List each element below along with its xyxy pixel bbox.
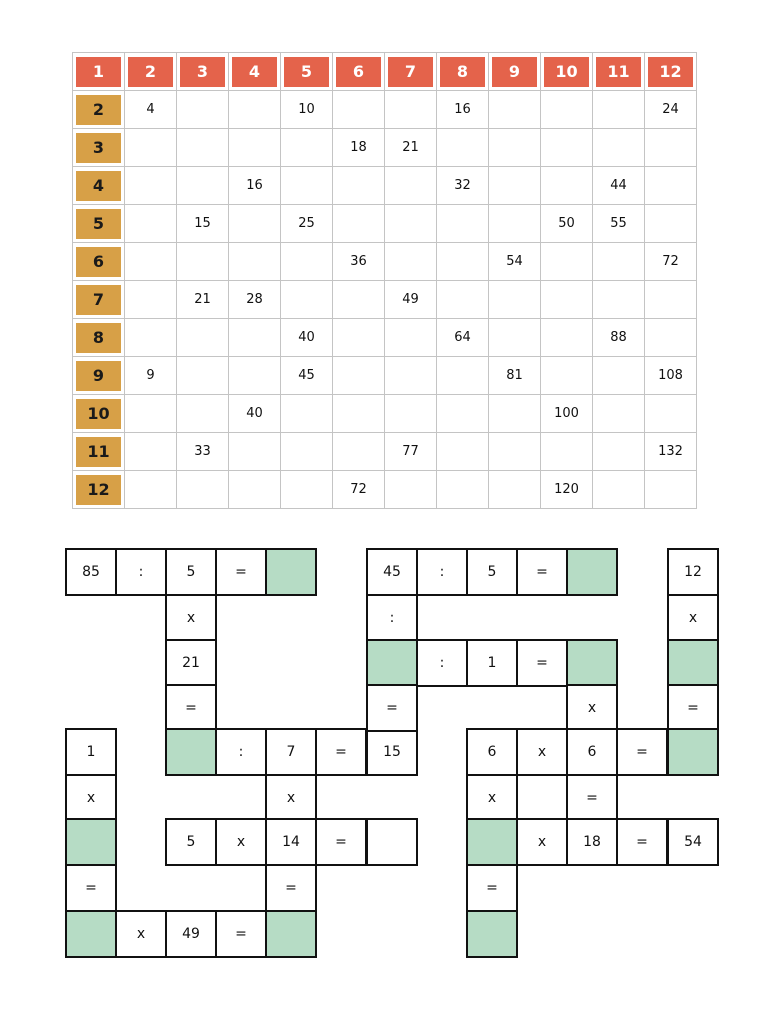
number-cell: 1: [466, 639, 518, 687]
table-cell[interactable]: [125, 205, 177, 243]
operator-cell: :: [416, 548, 468, 596]
table-cell[interactable]: [177, 167, 229, 205]
table-cell[interactable]: [333, 281, 385, 319]
column-header: [541, 53, 593, 91]
table-cell: 10: [281, 91, 333, 129]
table-cell[interactable]: [541, 281, 593, 319]
operator-cell: x: [115, 910, 167, 958]
table-cell: 9: [125, 357, 177, 395]
table-cell[interactable]: [333, 433, 385, 471]
table-cell[interactable]: [333, 319, 385, 357]
row-header: [73, 357, 125, 395]
table-cell: 28: [229, 281, 281, 319]
table-row: [73, 281, 697, 319]
table-cell: 21: [385, 129, 437, 167]
table-cell[interactable]: [229, 243, 281, 281]
table-cell[interactable]: [125, 433, 177, 471]
operator-cell: =: [566, 774, 618, 822]
table-cell: 100: [541, 395, 593, 433]
table-cell[interactable]: [489, 433, 541, 471]
operator-cell: =: [466, 864, 518, 912]
table-cell[interactable]: [177, 357, 229, 395]
table-cell: 49: [385, 281, 437, 319]
column-header-label: 4: [232, 57, 277, 87]
table-cell: 16: [229, 167, 281, 205]
table-cell: 55: [593, 205, 645, 243]
table-cell: 24: [645, 91, 697, 129]
table-row: [73, 433, 697, 471]
row-header-label: 4: [76, 171, 121, 201]
row-header-label: 6: [76, 247, 121, 277]
column-header-label: 10: [544, 57, 589, 87]
row-header: [73, 91, 125, 129]
column-header-label: 3: [180, 57, 225, 87]
table-cell[interactable]: [125, 129, 177, 167]
answer-cell[interactable]: [466, 910, 518, 958]
table-cell[interactable]: [593, 91, 645, 129]
column-header: [281, 53, 333, 91]
table-cell[interactable]: [489, 471, 541, 509]
row-header-label: 8: [76, 323, 121, 353]
column-header-label: 12: [648, 57, 693, 87]
answer-cell[interactable]: [65, 818, 117, 866]
table-cell[interactable]: [437, 395, 489, 433]
table-cell[interactable]: [177, 395, 229, 433]
table-cell[interactable]: [125, 243, 177, 281]
table-cell[interactable]: [229, 91, 281, 129]
table-cell[interactable]: [385, 357, 437, 395]
answer-cell[interactable]: [366, 818, 418, 866]
table-cell[interactable]: [541, 167, 593, 205]
row-header: [73, 395, 125, 433]
column-header-label: 7: [388, 57, 433, 87]
table-cell: 50: [541, 205, 593, 243]
table-cell[interactable]: [645, 319, 697, 357]
table-cell[interactable]: [177, 91, 229, 129]
table-row: [73, 243, 697, 281]
operator-cell: x: [667, 594, 719, 642]
operator-cell: =: [165, 684, 217, 732]
operator-cell: :: [416, 639, 468, 687]
operator-cell: =: [65, 864, 117, 912]
operator-cell: =: [215, 910, 267, 958]
table-cell[interactable]: [593, 243, 645, 281]
table-cell[interactable]: [437, 357, 489, 395]
table-cell: 54: [489, 243, 541, 281]
table-row: [73, 395, 697, 433]
operator-cell: :: [115, 548, 167, 596]
answer-cell[interactable]: [466, 818, 518, 866]
row-header-label: 10: [76, 399, 121, 429]
number-cell: 5: [165, 818, 217, 866]
table-cell[interactable]: [489, 205, 541, 243]
row-header-label: 3: [76, 133, 121, 163]
row-header: [73, 281, 125, 319]
table-cell: 40: [281, 319, 333, 357]
number-cell: 18: [566, 818, 618, 866]
table-cell[interactable]: [281, 395, 333, 433]
table-cell[interactable]: [229, 471, 281, 509]
operator-cell: =: [315, 818, 367, 866]
table-cell: 4: [125, 91, 177, 129]
number-cell: 14: [265, 818, 317, 866]
table-cell[interactable]: [541, 319, 593, 357]
table-cell[interactable]: [125, 167, 177, 205]
table-cell[interactable]: [281, 129, 333, 167]
table-cell: 18: [333, 129, 385, 167]
operator-cell: =: [516, 639, 568, 687]
row-header: [73, 319, 125, 357]
table-cell[interactable]: [229, 357, 281, 395]
table-cell[interactable]: [645, 129, 697, 167]
column-header: [645, 53, 697, 91]
table-cell[interactable]: [229, 129, 281, 167]
table-row: [73, 129, 697, 167]
operator-cell: =: [516, 548, 568, 596]
row-header-label: 7: [76, 285, 121, 315]
table-cell: 44: [593, 167, 645, 205]
table-cell[interactable]: [281, 243, 333, 281]
row-header: [73, 129, 125, 167]
table-cell[interactable]: [385, 91, 437, 129]
table-cell[interactable]: [593, 433, 645, 471]
table-cell: 32: [437, 167, 489, 205]
operator-cell: =: [667, 684, 719, 732]
table-cell[interactable]: [125, 471, 177, 509]
table-cell[interactable]: [385, 395, 437, 433]
table-cell[interactable]: [333, 395, 385, 433]
table-cell[interactable]: [593, 395, 645, 433]
table-cell[interactable]: [385, 471, 437, 509]
table-cell[interactable]: [333, 357, 385, 395]
column-header-label: 2: [128, 57, 173, 87]
row-header-label: 12: [76, 475, 121, 505]
table-cell: 132: [645, 433, 697, 471]
table-cell: 77: [385, 433, 437, 471]
answer-cell[interactable]: [165, 728, 217, 776]
table-cell[interactable]: [385, 319, 437, 357]
row-header-label: 9: [76, 361, 121, 391]
answer-cell[interactable]: [667, 728, 719, 776]
multiplication-table: [72, 52, 697, 509]
number-cell: 21: [165, 639, 217, 687]
number-cell: 85: [65, 548, 117, 596]
operator-cell: x: [165, 594, 217, 642]
table-cell[interactable]: [437, 433, 489, 471]
number-cell: 6: [566, 728, 618, 776]
operator-cell: :: [215, 728, 267, 776]
table-cell[interactable]: [385, 167, 437, 205]
table-cell[interactable]: [177, 319, 229, 357]
row-header: [73, 205, 125, 243]
number-cell: 54: [667, 818, 719, 866]
operator-cell: =: [215, 548, 267, 596]
operator-cell: =: [616, 818, 668, 866]
row-header: [73, 243, 125, 281]
table-cell: 36: [333, 243, 385, 281]
column-header: [125, 53, 177, 91]
table-cell[interactable]: [437, 471, 489, 509]
operator-cell: x: [265, 774, 317, 822]
column-header: [593, 53, 645, 91]
table-cell: 25: [281, 205, 333, 243]
table-cell[interactable]: [229, 433, 281, 471]
column-header-label: 1: [76, 57, 121, 87]
operator-cell: =: [616, 728, 668, 776]
table-cell[interactable]: [645, 205, 697, 243]
row-header-label: 5: [76, 209, 121, 239]
column-header: [229, 53, 281, 91]
answer-cell[interactable]: [65, 910, 117, 958]
table-cell[interactable]: [489, 319, 541, 357]
operator-cell: x: [466, 774, 518, 822]
table-cell[interactable]: [125, 319, 177, 357]
table-cell[interactable]: [593, 281, 645, 319]
table-cell[interactable]: [645, 281, 697, 319]
number-cell: 15: [366, 728, 418, 776]
table-cell[interactable]: [125, 395, 177, 433]
table-cell[interactable]: [593, 357, 645, 395]
row-header: [73, 471, 125, 509]
answer-cell[interactable]: [667, 639, 719, 687]
table-cell[interactable]: [541, 91, 593, 129]
row-header: [73, 167, 125, 205]
table-header-row: [73, 53, 697, 91]
table-cell: 33: [177, 433, 229, 471]
number-cell: 5: [466, 548, 518, 596]
table-cell[interactable]: [645, 167, 697, 205]
number-cell: 6: [466, 728, 518, 776]
table-cell[interactable]: [177, 243, 229, 281]
table-cell[interactable]: [437, 129, 489, 167]
table-cell: 15: [177, 205, 229, 243]
table-cell[interactable]: [593, 129, 645, 167]
column-header: [73, 53, 125, 91]
number-cell: 49: [165, 910, 217, 958]
operator-cell: :: [366, 594, 418, 642]
table-cell[interactable]: [333, 167, 385, 205]
table-cell[interactable]: [541, 129, 593, 167]
row-header-label: 2: [76, 95, 121, 125]
table-cell[interactable]: [541, 433, 593, 471]
table-cell[interactable]: [177, 129, 229, 167]
table-cell: 72: [645, 243, 697, 281]
column-header: [177, 53, 229, 91]
column-header-label: 5: [284, 57, 329, 87]
table-cell[interactable]: [281, 281, 333, 319]
answer-cell[interactable]: [566, 639, 618, 687]
table-cell[interactable]: [645, 395, 697, 433]
table-row: [73, 357, 697, 395]
table-cell: 72: [333, 471, 385, 509]
operator-cell: =: [366, 684, 418, 732]
table-cell[interactable]: [281, 433, 333, 471]
table-cell[interactable]: [593, 471, 645, 509]
table-cell: 16: [437, 91, 489, 129]
operator-cell: x: [65, 774, 117, 822]
answer-cell[interactable]: [265, 548, 317, 596]
table-cell[interactable]: [333, 205, 385, 243]
operator-cell: x: [516, 818, 568, 866]
number-cell: 12: [667, 548, 719, 596]
answer-cell[interactable]: [366, 639, 418, 687]
column-header-label: 11: [596, 57, 641, 87]
operator-cell: x: [566, 684, 618, 732]
table-cell[interactable]: [177, 471, 229, 509]
number-cell: 1: [65, 728, 117, 776]
column-header: [437, 53, 489, 91]
table-cell[interactable]: [437, 281, 489, 319]
table-cell[interactable]: [281, 471, 333, 509]
table-cell: 40: [229, 395, 281, 433]
table-cell[interactable]: [281, 167, 333, 205]
column-header: [333, 53, 385, 91]
table-cell[interactable]: [333, 91, 385, 129]
number-cell: 5: [165, 548, 217, 596]
table-cell[interactable]: [489, 281, 541, 319]
table-row: [73, 471, 697, 509]
table-cell: 81: [489, 357, 541, 395]
answer-cell[interactable]: [265, 910, 317, 958]
column-header-label: 8: [440, 57, 485, 87]
table-cell[interactable]: [437, 243, 489, 281]
table-cell[interactable]: [229, 205, 281, 243]
operator-cell: =: [315, 728, 367, 776]
table-cell[interactable]: [229, 319, 281, 357]
column-header-label: 9: [492, 57, 537, 87]
row-header: [73, 433, 125, 471]
table-row: [73, 319, 697, 357]
table-cell[interactable]: [385, 243, 437, 281]
table-cell[interactable]: [489, 129, 541, 167]
column-header: [385, 53, 437, 91]
table-cell[interactable]: [541, 243, 593, 281]
table-cell: 120: [541, 471, 593, 509]
table-cell: 88: [593, 319, 645, 357]
table-cell[interactable]: [437, 205, 489, 243]
operator-cell: x: [215, 818, 267, 866]
answer-cell[interactable]: [566, 548, 618, 596]
operator-cell: =: [265, 864, 317, 912]
table-row: [73, 205, 697, 243]
column-header-label: 6: [336, 57, 381, 87]
table-cell: 21: [177, 281, 229, 319]
table-cell[interactable]: [541, 357, 593, 395]
table-cell[interactable]: [125, 281, 177, 319]
table-row: [73, 167, 697, 205]
number-cell: 7: [265, 728, 317, 776]
number-cell: 45: [366, 548, 418, 596]
table-cell[interactable]: [489, 91, 541, 129]
table-cell[interactable]: [385, 205, 437, 243]
table-cell[interactable]: [645, 471, 697, 509]
table-cell: 45: [281, 357, 333, 395]
row-header-label: 11: [76, 437, 121, 467]
table-cell: 64: [437, 319, 489, 357]
table-cell[interactable]: [489, 395, 541, 433]
table-cell[interactable]: [489, 167, 541, 205]
table-row: [73, 91, 697, 129]
column-header: [489, 53, 541, 91]
operator-cell: x: [516, 728, 568, 776]
table-cell: 108: [645, 357, 697, 395]
